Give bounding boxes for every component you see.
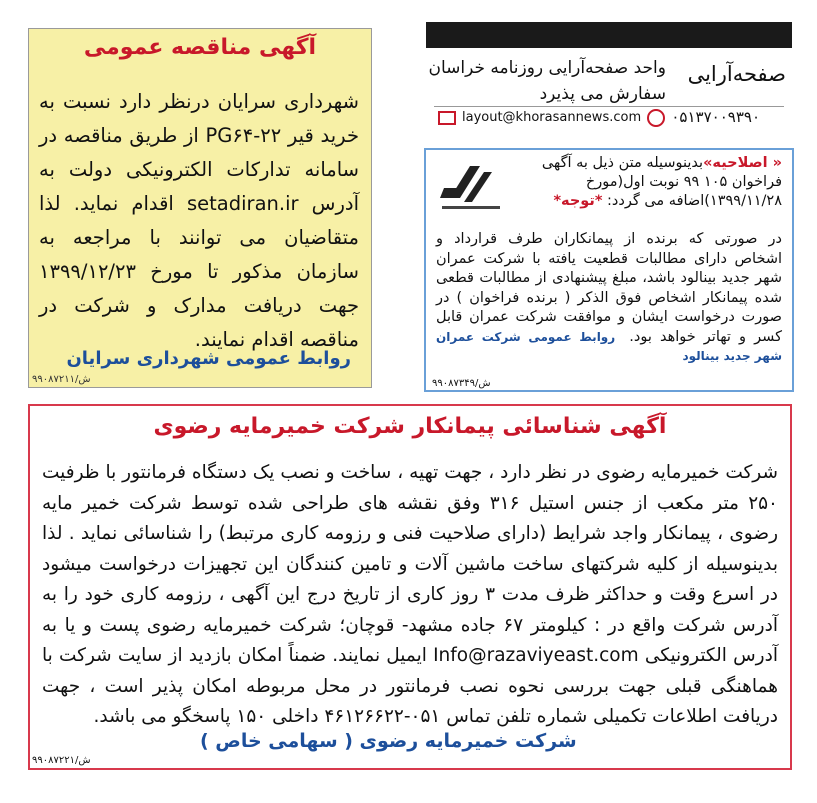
notice-body: شرکت خمیرمایه رضوی در نظر دارد ، جهت تهیه ، ساخت و نصب یک دستگاه فرمانتور با ظرفیت ۲۵۰ متر مکعب از جنس استیل ۳۱۶ وفق نقشه های طراحی شده توسط شرکت خمیر مایه رضوی ، پیمانکار واجد شرایط (دارای صلاحیت فنی و رزومه کاری مرتبط) را شناسائی نماید . لذا بدینوسیله از کلیه شرکتهای ساخت ماشین آلات و تامین کنندگان این تجهیزات درخواست میشود در اسرع وقت و حداکثر ظرف مدت ۳ روز کاری از تاریخ درج این آگهی ، رزومه کاری خود را به آدرس شرکت واقع در : کیلومتر ۶۷ جاده مشهد- قوچان؛ شرکت خمیرمایه رضوی پست و یا به آدرس الکترونیکی Info@razaviyeast.com ایمیل نمایند. ضمناً امکان بازدید از سایت شرکت با هماهنگی قبلی جهت بررسی نحوه نصب فرمانتور در محل مربوطه امکان پذیر است ، جهت دریافت اطلاعات تکمیلی شماره تلفن تماس ۰۵۱-۴۶۱۲۶۶۲۲ داخلی ۱۵۰ پاسخگو می باشد. — [42, 462, 778, 727]
notice-code: ۹۹۰۸۷۲۲۱/ش — [32, 755, 91, 766]
tender-code: ۹۹۰۸۷۲۱۱/ش — [32, 374, 91, 385]
notice-signature: شرکت خمیرمایه رضوی ( سهامی خاص ) — [200, 730, 577, 752]
correction-body-wrap — [436, 230, 782, 367]
correction-code: ۹۹۰۸۷۳۴۹/ش — [432, 378, 491, 389]
banner-line1: واحد صفحه‌آرایی روزنامه خراسان — [428, 58, 666, 78]
correction-label: « اصلاحیه» — [703, 155, 782, 171]
tender-ad — [28, 28, 372, 388]
correction-ad — [424, 148, 794, 392]
banner-bar — [426, 22, 792, 48]
correction-head — [512, 154, 782, 211]
phone-icon — [647, 109, 665, 127]
tender-title: آگهی مناقصه عمومی — [83, 35, 317, 60]
banner-email[interactable] — [438, 110, 641, 125]
company-logo-icon — [436, 158, 506, 216]
banner-phone-text: ۰۵۱۳۷۰۰۹۳۹۰ — [671, 108, 760, 126]
banner-email-text: layout@khorasannews.com — [462, 110, 642, 125]
banner-phone — [647, 108, 760, 127]
correction-body: در صورتی که برنده از پیمانکاران طرف قرارداد و اشخاص دارای مطالبات قطعیت یافته با شرکت عمران شهر جدید بینالود باشد، مبلغ پیشنهادی از مطالبات قطعی شده پیمانکار اشخاص فوق الذکر ( برنده فراخوان ) در صورت درخواست ایشان و موافقت شرکت عمران قابل کسر و تهاتر خواهد بود. — [436, 231, 782, 345]
banner-divider — [434, 106, 784, 107]
tender-signature: روابط عمومی شهرداری سرایان — [66, 348, 351, 369]
notice-title: آگهی شناسائی پیمانکار شرکت خمیرمایه رضوی — [153, 414, 667, 439]
banner-line2: سفارش می پذیرد — [539, 84, 666, 104]
correction-note-label: *توجه* — [553, 193, 603, 209]
banner-name: صفحه‌آرایی — [687, 62, 786, 86]
correction-head-text: بدینوسیله متن ذیل به آگهی فراخوان ۱۰۵ ۹۹ نوبت اول(مورخ ۱۳۹۹/۱۱/۲۸)اضافه می گردد: — [541, 155, 782, 209]
contractor-notice — [28, 404, 792, 770]
tender-body: شهرداری سرایان درنظر دارد نسبت به خرید قیر PG۶۴-۲۲ از طریق مناقصه در سامانه تدارکات الکترونیکی دولت به آدرس setadiran.ir اقدام نماید. لذا متقاضیان می توانند با مراجعه به سازمان مذکور تا مورخ ۱۳۹۹/۱۲/۲۳ جهت دریافت مدارک و شرکت در مناقصه اقدام نمایند. — [39, 90, 359, 351]
layout-banner — [426, 48, 792, 146]
correction-signature: روابط عمومی شرکت عمران شهر جدید بینالود — [436, 329, 782, 363]
mail-icon — [438, 111, 456, 125]
